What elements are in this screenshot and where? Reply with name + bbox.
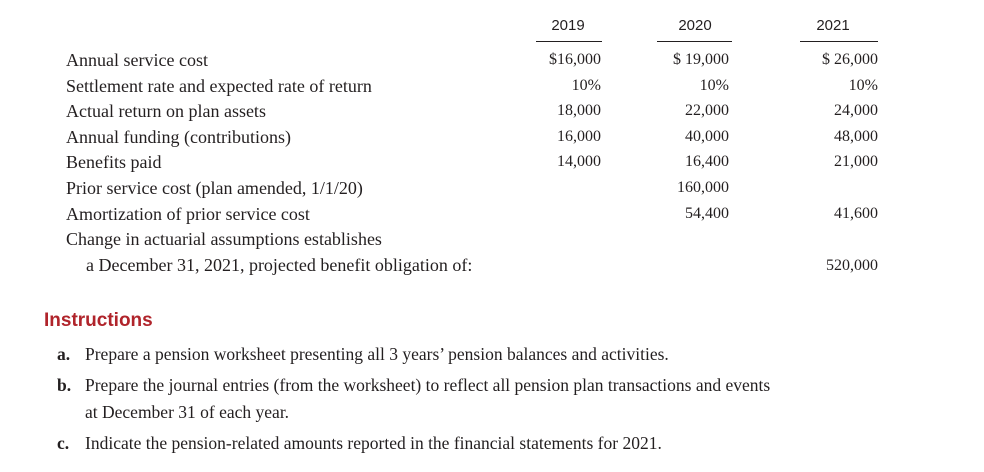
cell-settlement-rate-2020: 10% [699, 77, 729, 94]
row-label-actuarial-change: Change in actuarial assumptions establishes [66, 229, 382, 249]
row-label-benefits-paid: Benefits paid [66, 152, 162, 172]
instruction-letter-b: b. [57, 375, 72, 395]
year-header-2021: 2021 [816, 17, 850, 34]
instruction-text-c: Indicate the pension-related amounts reported in the financial statements for 2021. [85, 433, 662, 453]
year-header-2019: 2019 [551, 17, 585, 34]
cell-annual-funding-2019: 16,000 [557, 128, 601, 145]
cell-benefits-paid-2021: 21,000 [834, 153, 878, 170]
cell-annual-service-cost-2019: $16,000 [549, 51, 601, 68]
cell-settlement-rate-2019: 10% [571, 77, 601, 94]
row-label-annual-funding: Annual funding (contributions) [66, 127, 291, 147]
cell-actual-return-2021: 24,000 [834, 102, 878, 119]
instruction-text-b-continued: at December 31 of each year. [85, 402, 290, 422]
instruction-item-b [57, 372, 957, 426]
instruction-item-a [57, 341, 957, 368]
row-label-actual-return: Actual return on plan assets [66, 101, 266, 121]
row-label-annual-service-cost: Annual service cost [66, 50, 208, 70]
instruction-text-a: Prepare a pension worksheet presenting all 3 years’ pension balances and activities. [85, 344, 669, 364]
year-header-rule-2020 [657, 41, 732, 42]
row-label-prior-service-cost: Prior service cost (plan amended, 1/1/20) [66, 178, 363, 198]
cell-actual-return-2020: 22,000 [685, 102, 729, 119]
year-header-2020: 2020 [678, 17, 712, 34]
cell-annual-funding-2020: 40,000 [685, 128, 729, 145]
instruction-text-b: Prepare the journal entries (from the worksheet) to reflect all pension plan transactions and events [85, 375, 771, 395]
cell-prior-service-cost-2020: 160,000 [677, 179, 729, 196]
cell-annual-funding-2021: 48,000 [834, 128, 878, 145]
row-label-amortization: Amortization of prior service cost [66, 204, 310, 224]
instruction-letter-c: c. [57, 433, 70, 453]
cell-settlement-rate-2021: 10% [848, 77, 878, 94]
row-label-projected-benefit-obligation: a December 31, 2021, projected benefit obligation of: [86, 255, 473, 275]
instructions-heading: Instructions [44, 310, 153, 331]
cell-annual-service-cost-2021: $ 26,000 [822, 51, 878, 68]
row-label-settlement-rate: Settlement rate and expected rate of return [66, 76, 372, 96]
cell-amortization-2021: 41,600 [834, 205, 878, 222]
year-header-rule-2021 [800, 41, 878, 42]
cell-amortization-2020: 54,400 [685, 205, 729, 222]
cell-benefits-paid-2019: 14,000 [557, 153, 601, 170]
year-header-rule-2019 [536, 41, 602, 42]
cell-benefits-paid-2020: 16,400 [685, 153, 729, 170]
cell-actual-return-2019: 18,000 [557, 102, 601, 119]
instruction-letter-a: a. [57, 344, 71, 364]
instruction-item-c [57, 430, 957, 457]
cell-projected-benefit-obligation-2021: 520,000 [826, 257, 878, 274]
cell-annual-service-cost-2020: $ 19,000 [673, 51, 729, 68]
